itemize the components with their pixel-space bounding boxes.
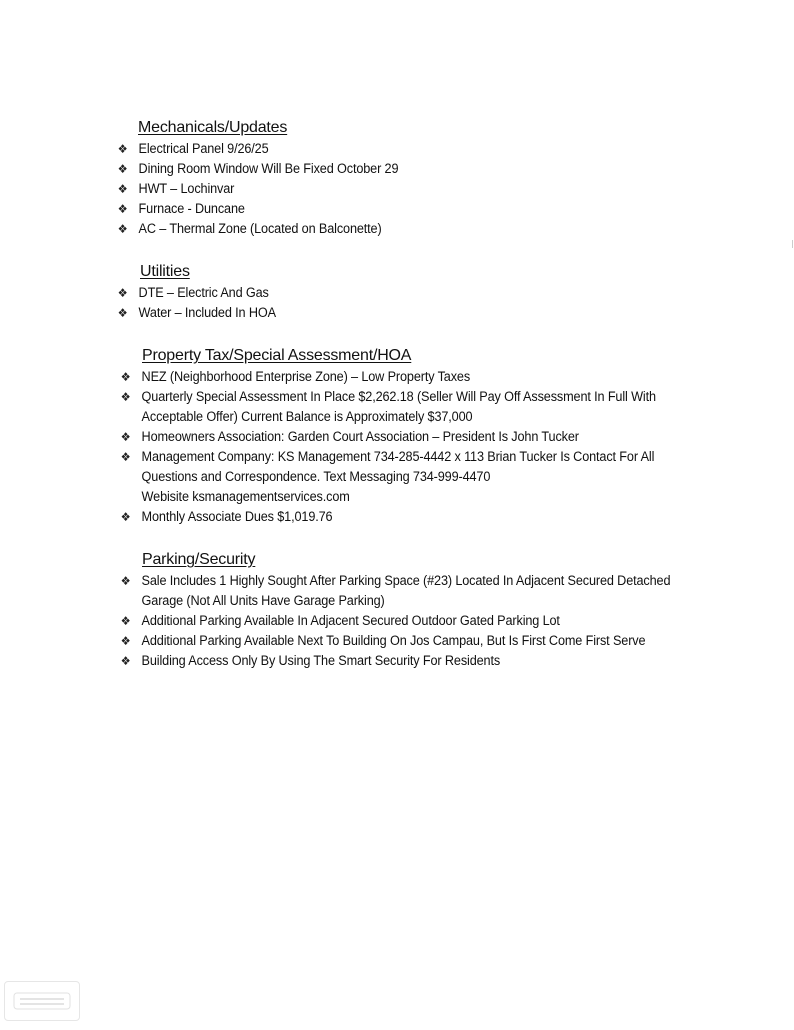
diamond-bullet-icon: ❖ (120, 510, 131, 524)
diamond-bullet-icon: ❖ (120, 574, 131, 588)
diamond-bullet-icon: ❖ (120, 390, 131, 404)
section-parking-security (119, 551, 706, 671)
list-item: ❖ Homeowners Association: Garden Court Association – President Is John Tucker (119, 427, 656, 447)
list-item: ❖ HWT – Lochinvar (116, 179, 398, 199)
list-item: ❖ Additional Parking Available Next To Building On Jos Campau, But Is First Come First Serve (119, 631, 670, 651)
section-heading: Property Tax/Special Assessment/HOA (142, 347, 412, 364)
list-item: ❖ Additional Parking Available In Adjacent Secured Outdoor Gated Parking Lot (119, 611, 670, 631)
section-heading: Mechanicals/Updates (138, 119, 288, 136)
list-item: ❖ AC – Thermal Zone (Located on Balconette) (116, 219, 398, 239)
list-item: ❖ Dining Room Window Will Be Fixed October 29 (116, 159, 398, 179)
list-item: ❖ NEZ (Neighborhood Enterprise Zone) – Low Property Taxes (119, 367, 656, 387)
list-item: ❖ Furnace - Duncane (116, 199, 398, 219)
diamond-bullet-icon: ❖ (117, 202, 128, 216)
diamond-bullet-icon: ❖ (120, 654, 131, 668)
realty-logo-stamp-icon (4, 981, 80, 1021)
list-item: ❖ Management Company: KS Management 734-285-4442 x 113 Brian Tucker Is Contact For All Questions and Correspondence. Text Messaging 734-999-4470 Webisite ksmanagementservices.com (120, 449, 655, 504)
list-item: ❖ Sale Includes 1 Highly Sought After Parking Space (#23) Located In Adjacent Secured Detached Garage (Not All Units Have Garage Parking) (120, 573, 671, 608)
list-item: ❖ DTE – Electric And Gas (116, 283, 276, 303)
section-property-tax (119, 347, 690, 527)
section-utilities (116, 263, 286, 323)
diamond-bullet-icon: ❖ (117, 222, 128, 236)
logo-shape (12, 991, 72, 1011)
diamond-bullet-icon: ❖ (117, 162, 128, 176)
bullet-list (119, 571, 706, 671)
section-heading: Utilities (140, 263, 190, 280)
scan-mark (792, 240, 793, 248)
bullet-list (116, 283, 286, 323)
bullet-list (119, 367, 690, 527)
list-item: ❖ Building Access Only By Using The Smart Security For Residents (119, 651, 670, 671)
list-item: ❖ Quarterly Special Assessment In Place $2,262.18 (Seller Will Pay Off Assessment In Full With Acceptable Offer) Current Balance is Approximately $37,000 (120, 389, 656, 424)
diamond-bullet-icon: ❖ (120, 430, 131, 444)
diamond-bullet-icon: ❖ (120, 634, 131, 648)
diamond-bullet-icon: ❖ (120, 450, 131, 464)
list-item: ❖ Electrical Panel 9/26/25 (116, 139, 398, 159)
section-heading: Parking/Security (142, 551, 256, 568)
diamond-bullet-icon: ❖ (117, 286, 128, 300)
diamond-bullet-icon: ❖ (117, 142, 128, 156)
list-item: ❖ Water – Included In HOA (116, 303, 276, 323)
diamond-bullet-icon: ❖ (120, 614, 131, 628)
diamond-bullet-icon: ❖ (120, 370, 131, 384)
bullet-list (116, 139, 416, 239)
diamond-bullet-icon: ❖ (117, 182, 128, 196)
section-mechanicals (116, 119, 416, 239)
list-item: ❖ Monthly Associate Dues $1,019.76 (119, 507, 656, 527)
diamond-bullet-icon: ❖ (117, 306, 128, 320)
